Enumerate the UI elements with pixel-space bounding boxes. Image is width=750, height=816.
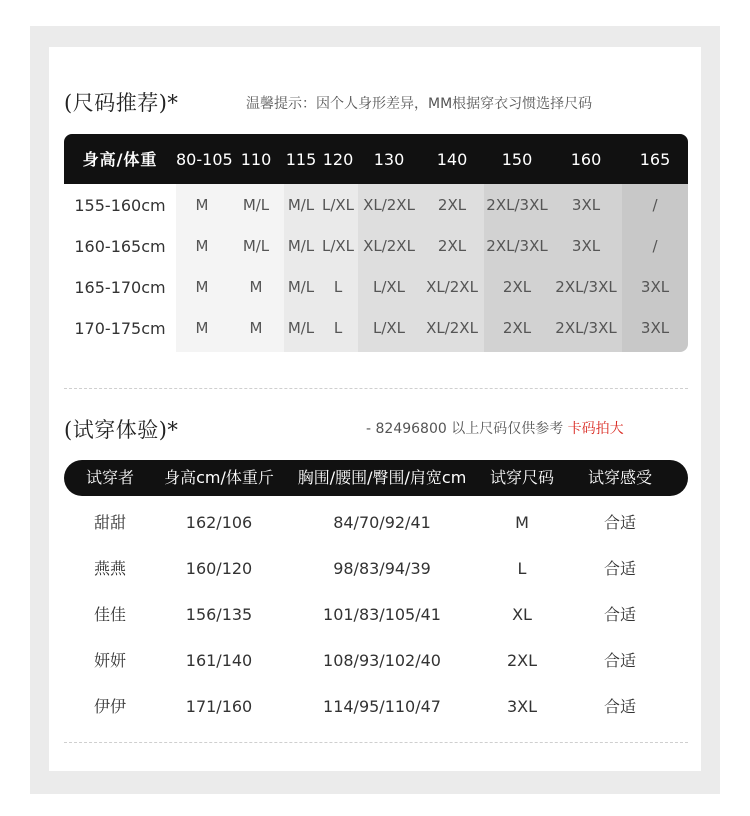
- size-cell: 2XL: [437, 237, 467, 255]
- size-header-weight-9: 165: [639, 150, 671, 169]
- size-cell: M: [195, 196, 209, 214]
- size-cell: L/XL: [321, 196, 355, 214]
- trial-section-note: [366, 418, 624, 438]
- size-section-title: (尺码推荐)*: [64, 91, 179, 115]
- size-cell: 3XL: [640, 319, 670, 337]
- size-cell: L: [333, 278, 343, 296]
- size-cell: 3XL: [640, 278, 670, 296]
- size-cell: 2XL: [437, 196, 467, 214]
- size-cell: M: [195, 278, 209, 296]
- trial-cell: XL: [512, 605, 532, 624]
- size-column: [284, 184, 318, 352]
- size-section-note: 温馨提示：因个人身形差异，MM根据穿衣习惯选择尺码: [246, 96, 593, 112]
- size-cell: M: [249, 278, 263, 296]
- size-cell: M/L: [287, 319, 315, 337]
- size-column: [550, 184, 622, 352]
- size-header-weight-5: 130: [373, 150, 405, 169]
- trial-cell: 161/140: [185, 651, 253, 670]
- size-cell: 2XL/3XL: [555, 278, 617, 296]
- size-cell: /: [652, 196, 658, 214]
- size-table-header: [64, 134, 688, 184]
- trial-cell: 合适: [603, 513, 636, 532]
- size-cell: 2XL/3XL: [555, 319, 617, 337]
- divider: [64, 388, 688, 389]
- trial-cell: 3XL: [506, 697, 538, 716]
- trial-header-cell: 试穿尺码: [489, 468, 554, 487]
- size-cell: XL/2XL: [363, 196, 415, 214]
- size-header-height-weight: 身高/体重: [82, 150, 158, 169]
- size-cell: 3XL: [571, 196, 601, 214]
- divider: [64, 742, 688, 743]
- trial-cell: 甜甜: [93, 513, 126, 532]
- size-recommendation-table: [64, 134, 688, 352]
- size-header-weight-6: 140: [436, 150, 468, 169]
- height-range-label: 160-165cm: [74, 237, 166, 256]
- trial-cell: 101/83/105/41: [323, 605, 441, 624]
- height-range-label: 165-170cm: [74, 278, 166, 297]
- size-header-weight-8: 160: [570, 150, 602, 169]
- trial-header-cell: 试穿者: [85, 468, 134, 487]
- trial-cell: 160/120: [185, 559, 253, 578]
- size-cell: M: [195, 319, 209, 337]
- size-cell: M: [195, 237, 209, 255]
- trial-note-highlight: 卡码拍大: [567, 421, 624, 437]
- size-cell: L/XL: [321, 237, 355, 255]
- trial-cell: 合适: [603, 559, 636, 578]
- height-label-column: [64, 184, 176, 352]
- size-cell: M/L: [242, 237, 270, 255]
- height-range-label: 155-160cm: [74, 196, 166, 215]
- trial-note-text: - 82496800 以上尺码仅供参考: [366, 421, 568, 437]
- trial-section-title: (试穿体验)*: [64, 418, 179, 442]
- size-column: [318, 184, 358, 352]
- size-cell: 3XL: [571, 237, 601, 255]
- size-column: [622, 184, 688, 352]
- size-column: [484, 184, 550, 352]
- trial-cell: 燕燕: [93, 559, 126, 578]
- size-cell: XL/2XL: [426, 319, 478, 337]
- size-column: [228, 184, 284, 352]
- size-header-weight-4: 120: [322, 150, 354, 169]
- size-cell: M: [249, 319, 263, 337]
- size-cell: L: [333, 319, 343, 337]
- trial-header-cell: 试穿感受: [587, 468, 652, 487]
- size-cell: L/XL: [372, 278, 406, 296]
- trial-cell: 合适: [603, 651, 636, 670]
- size-header-weight-2: 110: [240, 150, 272, 169]
- size-cell: 2XL: [502, 278, 532, 296]
- trial-cell: 妍妍: [93, 651, 126, 670]
- size-cell: M/L: [287, 278, 315, 296]
- size-header-weight-1: 80-105: [176, 150, 233, 169]
- size-cell: 2XL/3XL: [486, 237, 548, 255]
- size-cell: 2XL: [502, 319, 532, 337]
- size-column: [176, 184, 228, 352]
- trial-cell: 2XL: [506, 651, 538, 670]
- size-cell: M/L: [287, 196, 315, 214]
- size-header-weight-7: 150: [501, 150, 533, 169]
- trial-header-cell: 身高cm/体重斤: [164, 468, 274, 487]
- size-column: [420, 184, 484, 352]
- size-cell: /: [652, 237, 658, 255]
- trial-table-header: [64, 460, 688, 496]
- size-header-weight-3: 115: [285, 150, 317, 169]
- trial-cell: 114/95/110/47: [323, 697, 441, 716]
- trial-cell: L: [517, 559, 527, 578]
- trial-cell: 156/135: [185, 605, 253, 624]
- trial-cell: 98/83/94/39: [333, 559, 431, 578]
- size-cell: XL/2XL: [363, 237, 415, 255]
- trial-cell: 162/106: [185, 513, 253, 532]
- height-range-label: 170-175cm: [74, 319, 166, 338]
- trial-cell: 171/160: [185, 697, 253, 716]
- trial-header-cell: 胸围/腰围/臀围/肩宽cm: [297, 468, 467, 487]
- trial-cell: 合适: [603, 605, 636, 624]
- trial-cell: 合适: [603, 697, 636, 716]
- size-cell: 2XL/3XL: [486, 196, 548, 214]
- size-cell: L/XL: [372, 319, 406, 337]
- size-cell: M/L: [287, 237, 315, 255]
- trial-cell: 伊伊: [93, 697, 126, 716]
- trial-cell: 佳佳: [93, 605, 126, 624]
- size-cell: M/L: [242, 196, 270, 214]
- trial-cell: 108/93/102/40: [323, 651, 441, 670]
- size-column: [358, 184, 420, 352]
- trial-cell: M: [515, 513, 529, 532]
- size-cell: XL/2XL: [426, 278, 478, 296]
- trial-cell: 84/70/92/41: [333, 513, 431, 532]
